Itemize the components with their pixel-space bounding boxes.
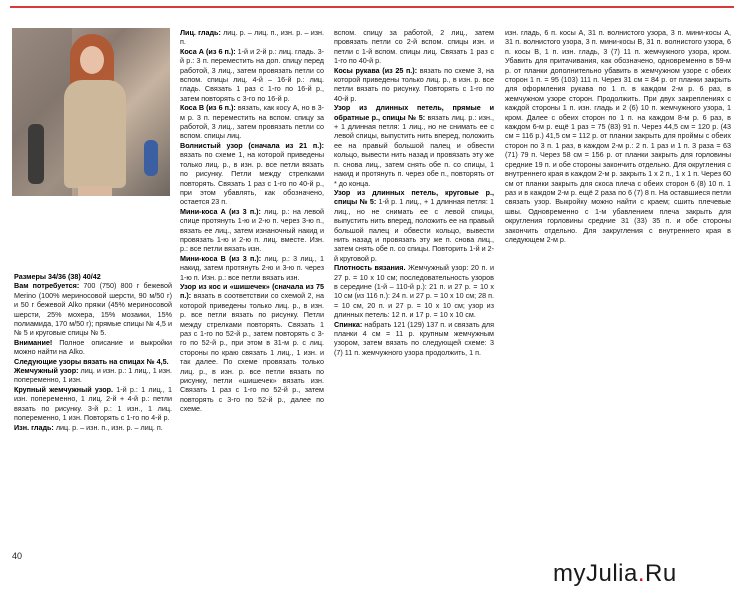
paragraph-heading: Вам потребуется:	[14, 281, 80, 291]
column-3	[334, 28, 494, 357]
paragraph-heading: Размеры 34/36 (38) 40/42	[14, 272, 101, 281]
paragraph-text: изн. гладь, 6 п. косы А, 31 п. волнистого узора, 3 п. мини-косы А, 31 п. волнистого узора, 3 п. мини-косы В, 31 п. волнистого узора, 6 п. косы В, 1 п. изн. гладь, 3 (7) 11 п. жемчужного узора, кром. Убавить для притачивания, как обозначено, одновременно в 59-м р. от планки дополнительно убавить в жемчужном узоре с обеих сторон 1 п. = 95 (103) 111 п. Через 31 см = 84 р. от планки закрыть для оформления рукава по 1 п. в каждом 2-м р. 6 раз, в жемчужном узоре сторон. Продолжить. При двух закреплениях с каждой стороны 1 п. изн. гладь и 2 (6) 10 п. жемчужного узора, 1 кром. Далее с обеих сторон по 1 п. на каждом 8-м р. 6 раз, в каждом 6-м р. ещё 1 раз = 75 (83) 91 п. Через 44,5 см = 120 р. (43 см = 116 р.) 41,5 см = 112 р. от планки закрыть для проймы с обеих сторон по 3 п. 1 раз, в каждом 2-м р.: 2 п. 1 раз и 1 п. 3 раза = 63 (71) 79 п. Через 58 см = 156 р. от планки закрыть для горловины средние 19 п. и обе стороны закончить отдельно. Для округления с внутреннего края в каждом 2-м р. закрыть 1 х 2 п., 1 х 1 п. Через 60 см от планки закрыть для скоса плеча с обеих сторон 6 (8) 10 п. 1 раз и в каждом 2-м р. ещё 2 раза по 6 (7) 8 п. На оставшиеся петли связать узор. Выкройку можно найти с краем; сшить плечевые швы. Одновременно с 1-м убавлением плеча закрыть для округления горловины средние 31 (33) 35 п. и обе стороны закончить отдельно. Для закругления с внутреннего края в следующем 2-м р.	[505, 28, 731, 244]
logo-part-1: myJulia	[553, 560, 638, 587]
paragraph-heading: Следующие узоры вязать на спицах № 4,5.	[14, 356, 169, 366]
paragraph-text: лиц. р.: на левой спице протянуть 1-ю и 2-ю п. через 3-ю п., вязать ее лиц., затем изнаночный накид и провязать 1-ю и 2-ю п. лиц. вместе. Изн. р.: все петли вязать изн.	[180, 206, 324, 254]
model-photo	[12, 28, 170, 196]
paragraph	[180, 282, 324, 414]
paragraph-heading: Узор из длинных петель, круговые р., спицы № 5:	[334, 187, 494, 207]
paragraph-text: набрать 121 (129) 137 п. и связать для планки 4 см = 11 р. крупным жемчужным узором, затем вязать по следующей схеме: 3 (7) 11 п. жемчужного узора продолжить, 1 п.	[334, 319, 494, 357]
paragraph-text: лиц. р. – изн. п., изн. р. – лиц. п.	[53, 422, 163, 432]
paragraph	[180, 254, 324, 282]
paragraph-text: лиц. р.: 3 лиц., 1 накид, затем протянуть 2-ю и 3-ю п. через 1-ю п. Изн. р.: все петли вязать изн.	[180, 253, 324, 282]
photo-dress	[64, 80, 126, 188]
paragraph-heading: Лиц. гладь:	[180, 28, 221, 37]
paragraph-heading: Плотность вязания.	[334, 263, 406, 273]
paragraph-heading: Внимание!	[14, 337, 53, 347]
paragraph	[14, 385, 172, 423]
paragraph-heading: Узор из кос и «шишечек» (сначала из 75 п.):	[180, 281, 324, 301]
paragraph	[334, 263, 494, 319]
paragraph	[334, 28, 494, 66]
paragraph-heading: Коса В (из 6 п.):	[180, 103, 236, 113]
photo-legs	[78, 186, 112, 196]
paragraph-heading: Мини-коса В (из 3 п.):	[180, 253, 262, 263]
paragraph	[180, 141, 324, 207]
photo-face	[80, 46, 104, 74]
paragraph-heading: Жемчужный узор:	[14, 366, 79, 376]
paragraph-text: вспом. спицу за работой, 2 лиц., затем провязать петли со 2-й вспом. спицы изн. и петли с 1-й вспом. спицы лиц. Связать 1 раз с 1-го по 40-й р.	[334, 28, 494, 66]
paragraph-heading: Спинка:	[334, 319, 363, 329]
paragraph-text: лиц. р. – лиц. п., изн. р. – изн. п.	[180, 28, 324, 47]
paragraph	[180, 103, 324, 141]
paragraph-text: 700 (750) 800 г бежевой Merino (100% мериносовой шерсти, 90 м/50 г) и 50 г бежевой Alko пряжи (45% мериносовой шерсти, 25% мохера, 15% мозаики, 15% полиамида, 170 м/50 г); прямые спицы № 4,5 и № 5 и круговые спицы № 5.	[14, 281, 172, 338]
paragraph	[334, 103, 494, 188]
photo-child	[144, 140, 158, 176]
paragraph	[14, 423, 172, 432]
paragraph-text: вязать в соответствии со схемой 2, на которой приведены только лиц. р., в изн. р. все петли вязать по рисунку. Петли между стрелками повторять. Связать 1 раз с 1-го по 52-й р., затем повторять с 3-го по 52-й р., при этом в 31-м р. с лиц. стороны по краю связать 1 лиц., 1 изн. и так далее. По схеме провязать только лиц. р., в изн. р. все петли вязать по рисунку, петли «шишечек» вязать изн. Связать 1 раз с 1-го по 52-й р., затем повторять с 3-го по 52-й р., далее по схеме.	[180, 291, 324, 414]
logo-dot: .	[637, 560, 646, 587]
paragraph	[14, 338, 172, 357]
paragraph-text: Жемчужный узор: 20 п. и 27 р. = 10 х 10 см; последовательность узоров в середине (1-й – 110-й р.): 21 п. и 27 р. = 10 х 10 см (из 116 п.): 24 п. и 27 р. = 10 х 10 см; 28 п. = 10 см, 20 п. и 27 р. = 10 х 10 см; узор из длинных петель: 12 п. и 17 р. = 10 х 10 см.	[334, 263, 495, 320]
paragraph	[14, 357, 172, 366]
paragraph	[334, 320, 494, 358]
column-2	[180, 28, 324, 414]
paragraph-text: 1-й р.: 1 лиц., 1 изн. попеременно, 1 лиц. 2-й + 4-й р.: петли вязать по рисунку. 3-й р.: 1 изн., 1 лиц. попеременно, 1 изн. Повторять с 1-го по 4-й р.	[14, 384, 172, 423]
paragraph-heading: Изн. гладь:	[14, 422, 54, 432]
paragraph-text: лиц. и изн. р.: 1 лиц., 1 изн. попеременно, 1 изн.	[14, 366, 173, 385]
paragraph-heading: Косы рукава (из 25 п.):	[334, 65, 418, 75]
top-rule	[10, 6, 734, 8]
paragraph	[180, 28, 324, 47]
paragraph-text: вязать по схеме 3, на которой приведены только лиц. р., в изн. р. все петли вязать по рисунку. Повторять с 1-го по 40-й р.	[334, 65, 494, 103]
paragraph-text: вязать лиц. р.: изн., + 1 длинная петля: 1 лиц., но не снимать ее с левой спицы, выпустить нить вперед, положить ее на правый большой палец и обвести кольцо, вывести нить назад и провязать эту же п. снова лиц., затем снять обе п. со спицы, 1 накид и протянуть п. через обе п., повторять от * до конца.	[334, 112, 494, 188]
page-number: 40	[12, 551, 23, 561]
paragraph-text: Полное описание и выкройки можно найти на Alko.	[14, 337, 172, 357]
paragraph	[180, 207, 324, 254]
paragraph	[334, 66, 494, 104]
paragraph-text: 1-й р. 1 лиц., + 1 длинная петля: 1 лиц., но не снимать ее с левой спицы, выпустить нить вперед, положить ее на правый большой палец и обвести кольцо, вывести нить назад и провязать эту же п. снова лиц., затем снять обе п. со спицы. Повторить 1-й и 2-й круговой р.	[334, 197, 495, 263]
paragraph-text: вязать, как косу А, но в 3-м р. 3 п. переместить на вспом. спицу за работой, 3 лиц., затем провязать петли со вспом. спицы лиц.	[180, 103, 324, 141]
paragraph	[180, 47, 324, 103]
column-1	[14, 272, 172, 432]
paragraph	[14, 281, 172, 337]
site-logo[interactable]	[553, 560, 677, 588]
paragraph-text: 1-й и 2-й р.: лиц. гладь. 3-й р.: 3 п. переместить на доп. спицу перед работой, 3 лиц., затем провязать петли со вспом. спицы лиц. 4-й – 16-й р.: лиц. гладь. Связать 1 раз с 1-го по 16-й р., затем повторять с 3-го по 16-й р.	[180, 46, 325, 103]
paragraph	[14, 272, 172, 281]
logo-part-2: Ru	[645, 560, 677, 587]
paragraph-heading: Мини-коса А (из 3 п.):	[180, 206, 261, 216]
paragraph	[334, 188, 494, 263]
column-4	[505, 28, 731, 244]
photo-passerby	[28, 124, 44, 184]
paragraph-heading: Коса А (из 6 п.):	[180, 46, 236, 56]
paragraph-heading: Волнистый узор (сначала из 21 п.):	[180, 140, 324, 150]
paragraph	[14, 366, 172, 385]
paragraph-heading: Крупный жемчужный узор.	[14, 384, 113, 394]
paragraph	[505, 28, 731, 244]
paragraph-text: вязать по схеме 1, на которой приведены только лиц. р., в изн. р. все петли вязать по рисунку. Петли между стрелками повторять. Связать 1 раз с 1-го по 40-й р., при этом убавлять, как обозначено, остается 23 п.	[180, 150, 324, 207]
paragraph-heading: Узор из длинных петель, прямые и обратные р., спицы № 5:	[334, 103, 494, 122]
